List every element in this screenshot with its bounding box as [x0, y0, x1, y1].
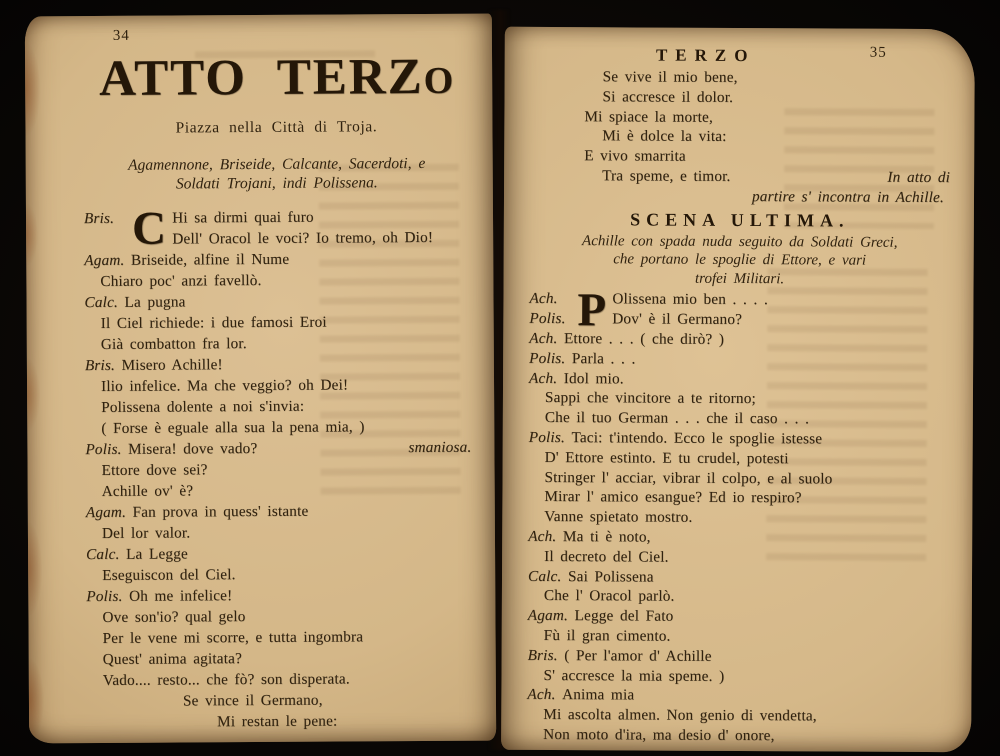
line-text: Misero Achille! [121, 356, 223, 374]
speaker-labels [84, 208, 132, 229]
act-title-small-o: O [423, 59, 454, 102]
act-title: ATTO TERZO [98, 48, 454, 107]
line-text: Che il tuo German . . . che il caso . . . [544, 409, 810, 428]
opening-lines [612, 289, 768, 329]
verse-lines [530, 67, 951, 208]
line-text: Ettore . . . ( che dirò? ) [563, 330, 725, 349]
dialogue-line [544, 547, 948, 569]
dialogue-line: Dell' Oracol le voci? Io tremo, oh Dio! [172, 228, 434, 248]
dialogue-line [544, 586, 948, 608]
line-text: Ilio infelice. Ma che veggio? oh Dei! [100, 376, 349, 395]
dialogue-line [84, 290, 470, 313]
opening-dropcap-block-left [83, 202, 470, 255]
line-text: Si accresce il dolor. [602, 88, 734, 106]
line-text: Vado.... resto... che fò? son disperata. [102, 670, 350, 689]
line-text: partire s' incontra in Achille. [751, 187, 945, 206]
line-text: Briseide, alfine il Nume [130, 250, 290, 269]
line-text: Ma ti è noto, [562, 528, 651, 546]
characters-line: Soldati Trojani, indi Polissena. [175, 174, 378, 193]
dialogue-line [217, 710, 473, 733]
dialogue-line: Dov' è il Germano? [612, 310, 743, 328]
dialogue-line [528, 646, 948, 668]
speaker-label: Calc. [527, 567, 569, 585]
characters-note [84, 154, 470, 194]
line-text: Fù il gran cimento. [543, 627, 671, 645]
dialogue-line [530, 186, 950, 208]
dialogue-line [584, 107, 950, 129]
line-text: Il Ciel richiede: i due famosi Eroi [100, 313, 327, 332]
dialogue-line [544, 626, 948, 648]
dialogue-line [529, 369, 949, 391]
dialogue-line: Olissena mio ben . . . . [612, 290, 769, 309]
dialogue-line [86, 542, 472, 565]
opening-lines [172, 206, 433, 250]
speaker-label: Agam. [84, 251, 132, 270]
drop-cap-p: P [577, 284, 607, 337]
dialogue-line [102, 605, 472, 628]
drop-cap-c: C [131, 202, 167, 255]
line-text: Parla . . . [571, 350, 636, 368]
scene-heading: SCENA ULTIMA. [630, 209, 850, 231]
line-text: Anima mia [562, 686, 635, 704]
page-number-left: 34 [112, 27, 130, 44]
line-text: Sai Polissena [567, 567, 654, 586]
speaker-label: Agam. [85, 503, 133, 522]
dialogue-line [529, 329, 949, 351]
dialogue-line [86, 584, 472, 607]
right-page [501, 27, 975, 752]
speaker-label: Polis. [529, 309, 566, 327]
line-text: Mi ascolta almen. Non genio di vendetta, [543, 706, 817, 725]
dialogue-line [545, 388, 949, 410]
line-text: Stringer l' acciar, vibrar il colpo, e al suolo [544, 468, 833, 488]
line-text: Taci: t'intendo. Ecco le spoglie istesse [571, 429, 823, 448]
dialogue-lines-left [84, 248, 473, 733]
dialogue-line [544, 487, 948, 509]
dialogue-line [584, 146, 950, 168]
speaker-labels [529, 289, 577, 329]
speaker-label: Ach. [529, 329, 565, 348]
dialogue-lines-right [527, 329, 949, 747]
line-text: D' Ettore estinto. E tu crudel, potesti [544, 448, 789, 468]
stage-direction-line: Achille con spada nuda seguito da Soldati Greci, [582, 232, 898, 251]
line-text: Già combatton fra lor. [100, 335, 247, 353]
line-text: ( Forse è eguale alla sua la pena mia, ) [101, 418, 365, 437]
inline-stage-direction: smaniosa. [408, 438, 472, 457]
dialogue-line [544, 507, 948, 529]
line-text: Sappi che vincitore a te ritorno; [544, 389, 756, 408]
stage-direction-line: che portano le spoglie di Ettore, e vari [613, 251, 867, 269]
line-text: Chiaro poc' anzi favellò. [100, 271, 262, 290]
dialogue-line [529, 428, 949, 450]
dialogue-line [101, 416, 471, 439]
dialogue-line [528, 606, 948, 628]
dialogue-line [183, 689, 473, 712]
line-text: Eseguiscon del Ciel. [102, 566, 236, 584]
speaker-label: Bris. [83, 209, 115, 228]
line-text: Che l' Oracol parlò. [543, 587, 675, 606]
dialogue-line [101, 458, 471, 481]
dialogue-line [529, 349, 949, 371]
line-text: Quest' anima agitata? [102, 650, 243, 668]
speaker-label: Ach. [529, 369, 564, 387]
dialogue-line [101, 332, 471, 355]
line-text: Polissena dolente a noi s'invia: [101, 397, 305, 416]
inline-stage-direction: In atto di [887, 168, 951, 187]
scene-stage-direction [530, 231, 950, 289]
line-text: Ettore dove sei? [101, 461, 208, 479]
line-text: ( Per l'amor d' Achille [564, 646, 712, 665]
dialogue-line [102, 563, 472, 586]
dialogue-line [85, 437, 471, 460]
dialogue-line [528, 527, 948, 549]
line-text: Il decreto del Ciel. [544, 547, 669, 566]
line-text: S' accresce la mia speme. ) [543, 666, 725, 685]
dialogue-line [101, 311, 471, 334]
line-text: Achille ov' è? [101, 482, 194, 500]
dialogue-line [102, 521, 472, 544]
dialogue-line [102, 479, 472, 502]
speaker-label: Ach. [527, 686, 563, 704]
dialogue-line [602, 87, 950, 109]
line-text: Tra speme, e timor. [602, 167, 731, 185]
line-text: Se vive il mio bene, [602, 68, 738, 86]
dialogue-line: Hi sa dirmi quai furo [172, 208, 314, 227]
opening-dropcap-block-right [529, 284, 949, 337]
speaker-label: Polis. [85, 440, 129, 459]
line-text: La Legge [126, 545, 188, 563]
dialogue-right [527, 284, 949, 747]
dialogue-line [103, 647, 473, 670]
dialogue-line [527, 685, 947, 707]
dialogue-line [100, 269, 470, 292]
scene-setting: Piazza nella Città di Troja. [175, 118, 378, 137]
dialogue-line [603, 67, 951, 89]
line-text: Non moto d'ira, ma desio d' onore, [543, 726, 775, 745]
line-text: Mi spiace la morte, [584, 107, 714, 126]
speaker-label: Ach. [528, 527, 563, 546]
dialogue-line [103, 668, 473, 691]
speaker-label: Calc. [84, 293, 125, 312]
line-text: Idol mio. [563, 369, 624, 388]
line-text: Oh me infelice! [128, 587, 233, 605]
left-page [25, 14, 496, 744]
speaker-label: Polis. [528, 428, 572, 447]
dialogue-line [528, 567, 948, 589]
line-text: Vanne spietato mostro. [544, 508, 693, 527]
characters-line: Agamennone, Briseide, Calcante, Sacerdoti, e [128, 154, 426, 174]
dialogue-line [543, 705, 947, 727]
line-text: Legge del Fato [574, 607, 674, 625]
dialogue-line [543, 725, 947, 747]
dialogue-line [602, 127, 950, 149]
speaker-label: Polis. [529, 349, 572, 368]
page-number-right: 35 [869, 44, 887, 61]
line-text: Misera! dove vado? [128, 440, 258, 458]
dialogue-line [101, 374, 471, 397]
dialogue-line [85, 353, 471, 376]
line-text: E vivo smarrita [584, 147, 686, 165]
speaker-label: Calc. [86, 545, 127, 564]
speaker-label: Ach. [529, 289, 558, 308]
line-text: La pugna [124, 293, 186, 311]
speaker-label: Bris. [84, 356, 122, 375]
speaker-label: Polis. [86, 587, 130, 606]
dialogue-line [84, 248, 470, 271]
dialogue-line [544, 468, 948, 490]
line-text: Mirar l' amico esangue? Ed io respiro? [544, 488, 802, 507]
running-header: TERZO [655, 45, 756, 66]
dialogue-line [101, 395, 471, 418]
dialogue-line [545, 448, 949, 470]
dialogue-line [602, 166, 950, 188]
line-text: Mi restan le pene: [217, 712, 338, 731]
dialogue-line [545, 408, 949, 430]
line-text: Fan prova in quess' istante [132, 502, 309, 521]
line-text: Per le vene mi scorre, e tutta ingombra [102, 628, 364, 647]
line-text: Se vince il Germano, [182, 691, 323, 710]
dialogue-left [83, 202, 473, 733]
dialogue-line [103, 626, 473, 649]
line-text: Ove son'io? qual gelo [102, 608, 246, 626]
speaker-label: Bris. [527, 646, 565, 664]
dialogue-line [86, 500, 472, 523]
line-text: Del lor valor. [101, 524, 191, 542]
speaker-label: Agam. [527, 607, 575, 625]
stage-direction-line: trofei Militari. [694, 270, 785, 287]
dialogue-line [543, 666, 947, 688]
line-text: Mi è dolce la vita: [602, 127, 727, 146]
